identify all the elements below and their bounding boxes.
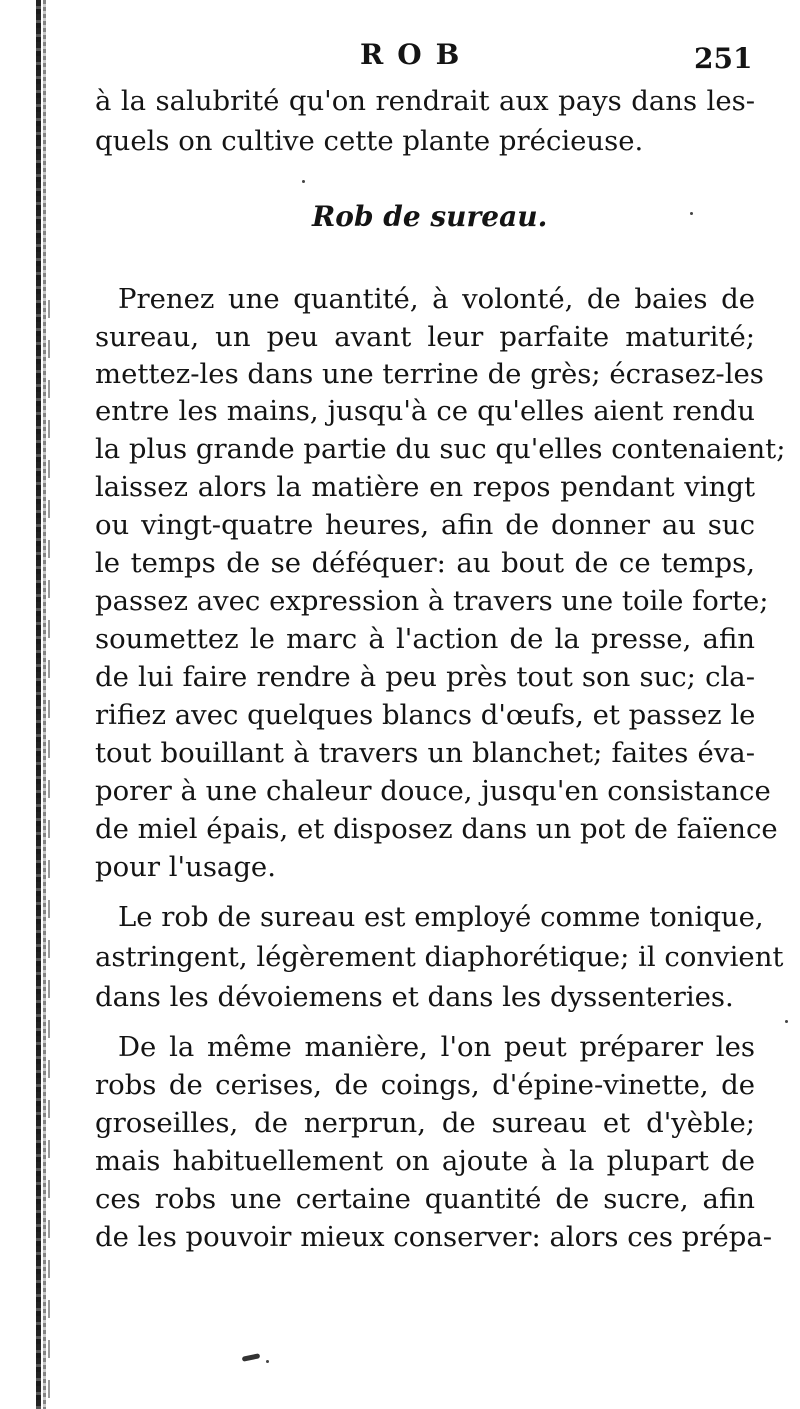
- text-line: ces robs une certaine quantité de sucre, afin: [95, 1183, 755, 1215]
- text-line: mais habituellement on ajoute à la plupart de: [95, 1145, 755, 1177]
- text-line: Le rob de sureau est employé comme tonique,: [118, 901, 764, 933]
- text-line: rifiez avec quelques blancs d'œufs, et passez le: [95, 699, 756, 731]
- section-title: Rob de sureau.: [312, 200, 548, 233]
- ink-smudge: [242, 1353, 261, 1362]
- text-line: le temps de se déféquer: au bout de ce temps,: [95, 547, 755, 579]
- text-line: mettez-les dans une terrine de grès; écrasez-les: [95, 358, 764, 390]
- running-title: ROB: [360, 38, 474, 71]
- text-line: passez avec expression à travers une toile forte;: [95, 585, 769, 617]
- text-line: à la salubrité qu'on rendrait aux pays dans les-: [95, 85, 755, 117]
- print-speck: [690, 212, 693, 215]
- text-line: de les pouvoir mieux conserver: alors ces prépa-: [95, 1221, 773, 1253]
- print-speck: [266, 1360, 269, 1363]
- print-speck: [785, 1020, 788, 1023]
- text-line: ou vingt-quatre heures, afin de donner au suc: [95, 509, 755, 541]
- text-line: quels on cultive cette plante précieuse.: [95, 125, 644, 157]
- text-line: entre les mains, jusqu'à ce qu'elles aient rendu: [95, 395, 755, 427]
- text-line: astringent, légèrement diaphorétique; il convient: [95, 941, 784, 973]
- text-line: Prenez une quantité, à volonté, de baies de: [118, 283, 755, 315]
- text-line: sureau, un peu avant leur parfaite maturité;: [95, 321, 755, 353]
- text-line: la plus grande partie du suc qu'elles contenaient;: [95, 433, 786, 465]
- text-line: de miel épais, et disposez dans un pot de faïence: [95, 813, 778, 845]
- text-line: laissez alors la matière en repos pendant vingt: [95, 471, 755, 503]
- text-line: robs de cerises, de coings, d'épine-vinette, de: [95, 1069, 755, 1101]
- text-line: tout bouillant à travers un blanchet; faites éva-: [95, 737, 755, 769]
- text-line: De la même manière, l'on peut préparer les: [118, 1031, 755, 1063]
- text-line: soumettez le marc à l'action de la presse, afin: [95, 623, 755, 655]
- text-line: porer à une chaleur douce, jusqu'en consistance: [95, 775, 771, 807]
- text-line: groseilles, de nerprun, de sureau et d'yèble;: [95, 1107, 755, 1139]
- print-speck: [302, 180, 305, 183]
- page-number: 251: [694, 42, 753, 75]
- text-line: dans les dévoiemens et dans les dyssenteries.: [95, 981, 734, 1013]
- text-line: pour l'usage.: [95, 851, 276, 883]
- text-line: de lui faire rendre à peu près tout son suc; cla-: [95, 661, 755, 693]
